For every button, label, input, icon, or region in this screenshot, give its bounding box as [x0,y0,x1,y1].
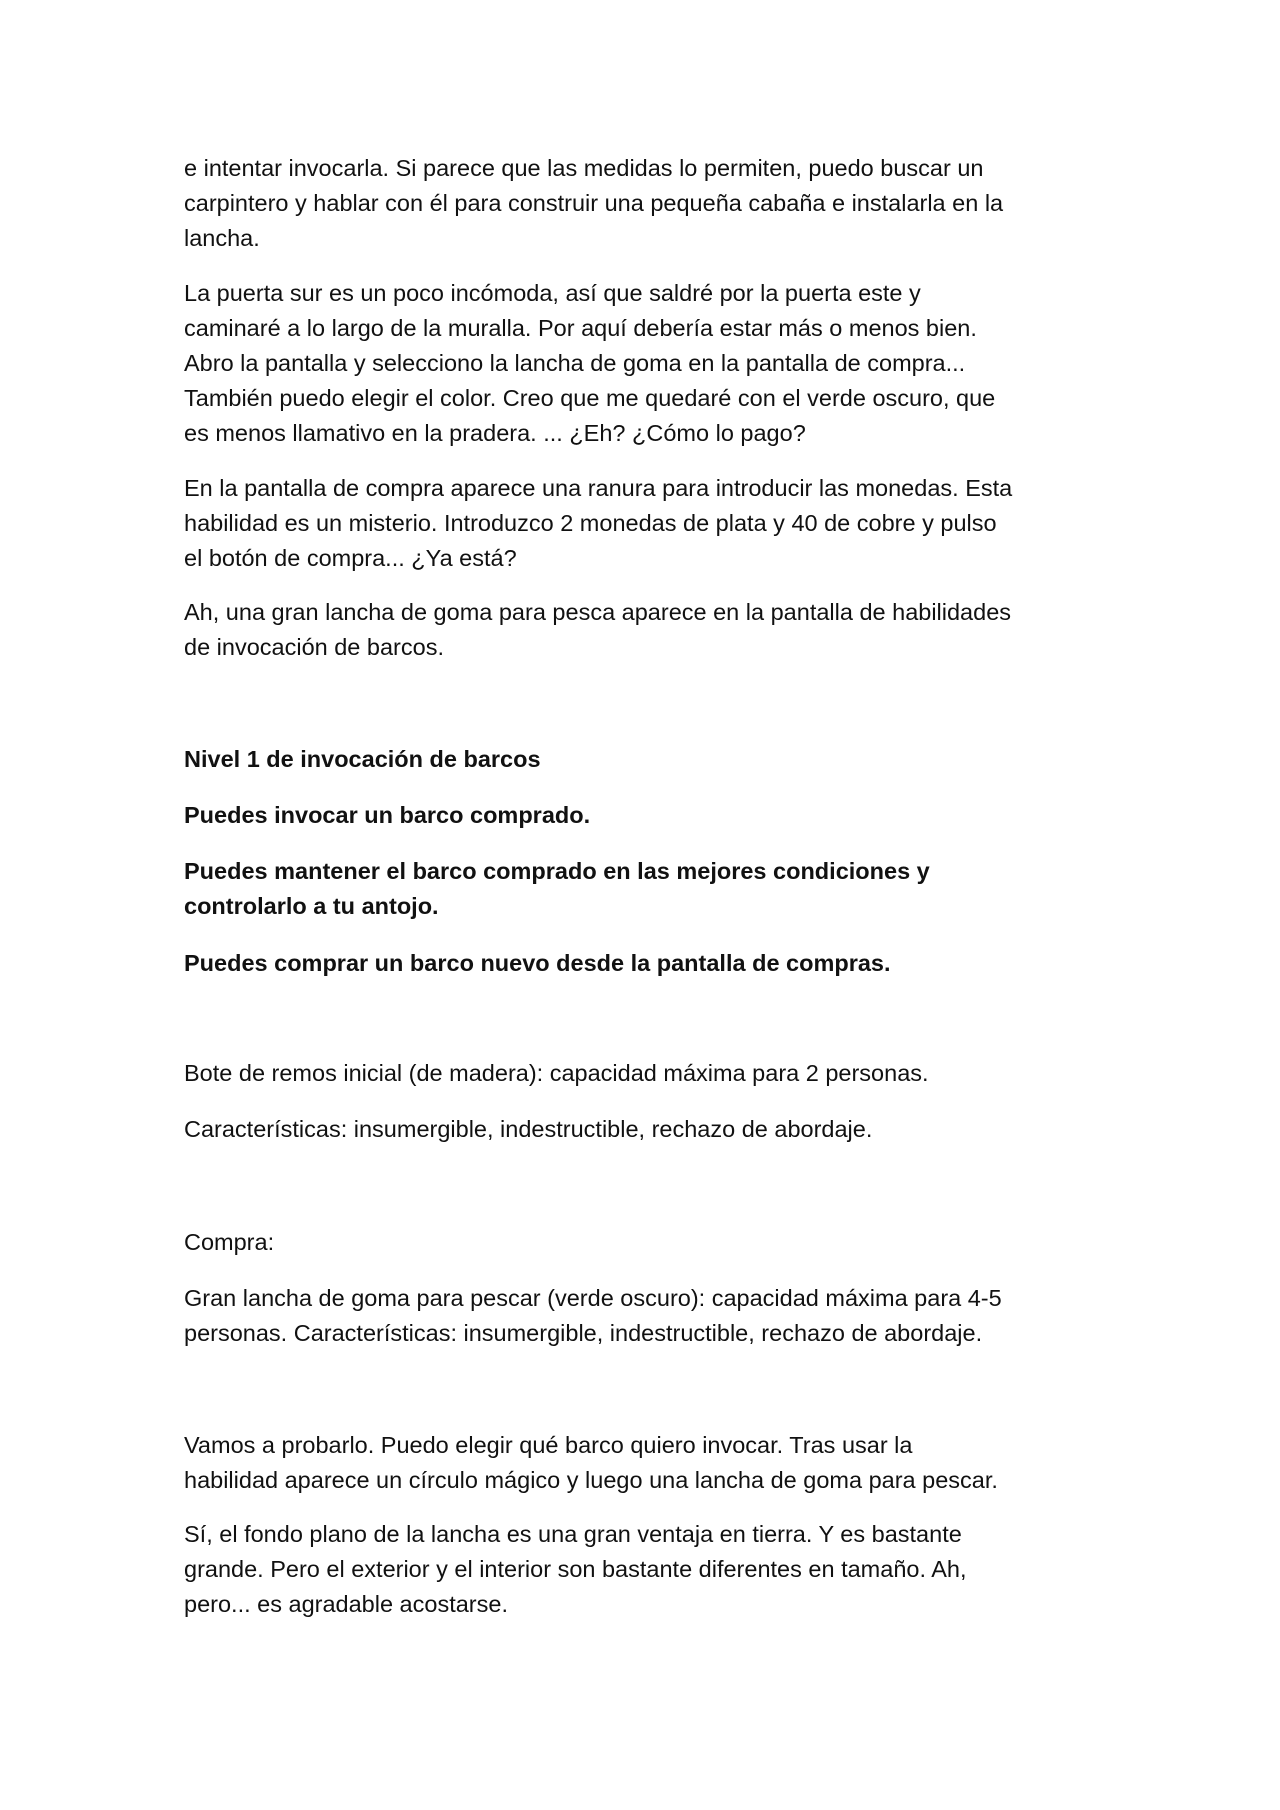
paragraph: Vamos a probarlo. Puedo elegir qué barco quiero invocar. Tras usar la habilidad aparece un círculo mágico y luego una lancha de goma para pescar. [184,1432,998,1493]
paragraph: Sí, el fondo plano de la lancha es una gran ventaja en tierra. Y es bastante grande. Pero el exterior y el interior son bastante diferentes en tamaño. Ah, pero... es agradable acostarse. [184,1521,967,1617]
paragraph: En la pantalla de compra aparece una ranura para introducir las monedas. Esta habilidad es un misterio. Introduzco 2 monedas de plata y 40 de cobre y pulso el botón de compra... ¿Ya está? [184,475,1013,571]
initial-boat-features: Características: insumergible, indestructible, rechazo de abordaje. [184,1116,873,1142]
paragraph: Ah, una gran lancha de goma para pesca aparece en la pantalla de habilidades de invocación de barcos. [184,599,1012,660]
skill-line: Puedes comprar un barco nuevo desde la pantalla de compras. [184,950,891,976]
purchase-label: Compra: [184,1229,275,1255]
skill-title: Nivel 1 de invocación de barcos [184,746,541,772]
purchased-boat: Gran lancha de goma para pescar (verde oscuro): capacidad máxima para 4-5 personas. Características: insumergible, indestructible, rechazo de abordaje. [184,1285,1002,1346]
paragraph: e intentar invocarla. Si parece que las medidas lo permiten, puedo buscar un carpintero y hablar con él para construir una pequeña cabaña e instalarla en la lancha. [184,155,1004,251]
skill-line: Puedes invocar un barco comprado. [184,802,591,828]
skill-line: Puedes mantener el barco comprado en las mejores condiciones y controlarlo a tu antojo. [184,858,930,919]
initial-boat: Bote de remos inicial (de madera): capacidad máxima para 2 personas. [184,1060,929,1086]
paragraph: La puerta sur es un poco incómoda, así que saldré por la puerta este y caminaré a lo largo de la muralla. Por aquí debería estar más o menos bien. Abro la pantalla y selecciono la lancha de goma en la pantalla de compra... También puedo elegir el color. Creo que me quedaré con el verde oscuro, que es menos llamativo en la pradera. ... ¿Eh? ¿Cómo lo pago? [184,280,996,446]
